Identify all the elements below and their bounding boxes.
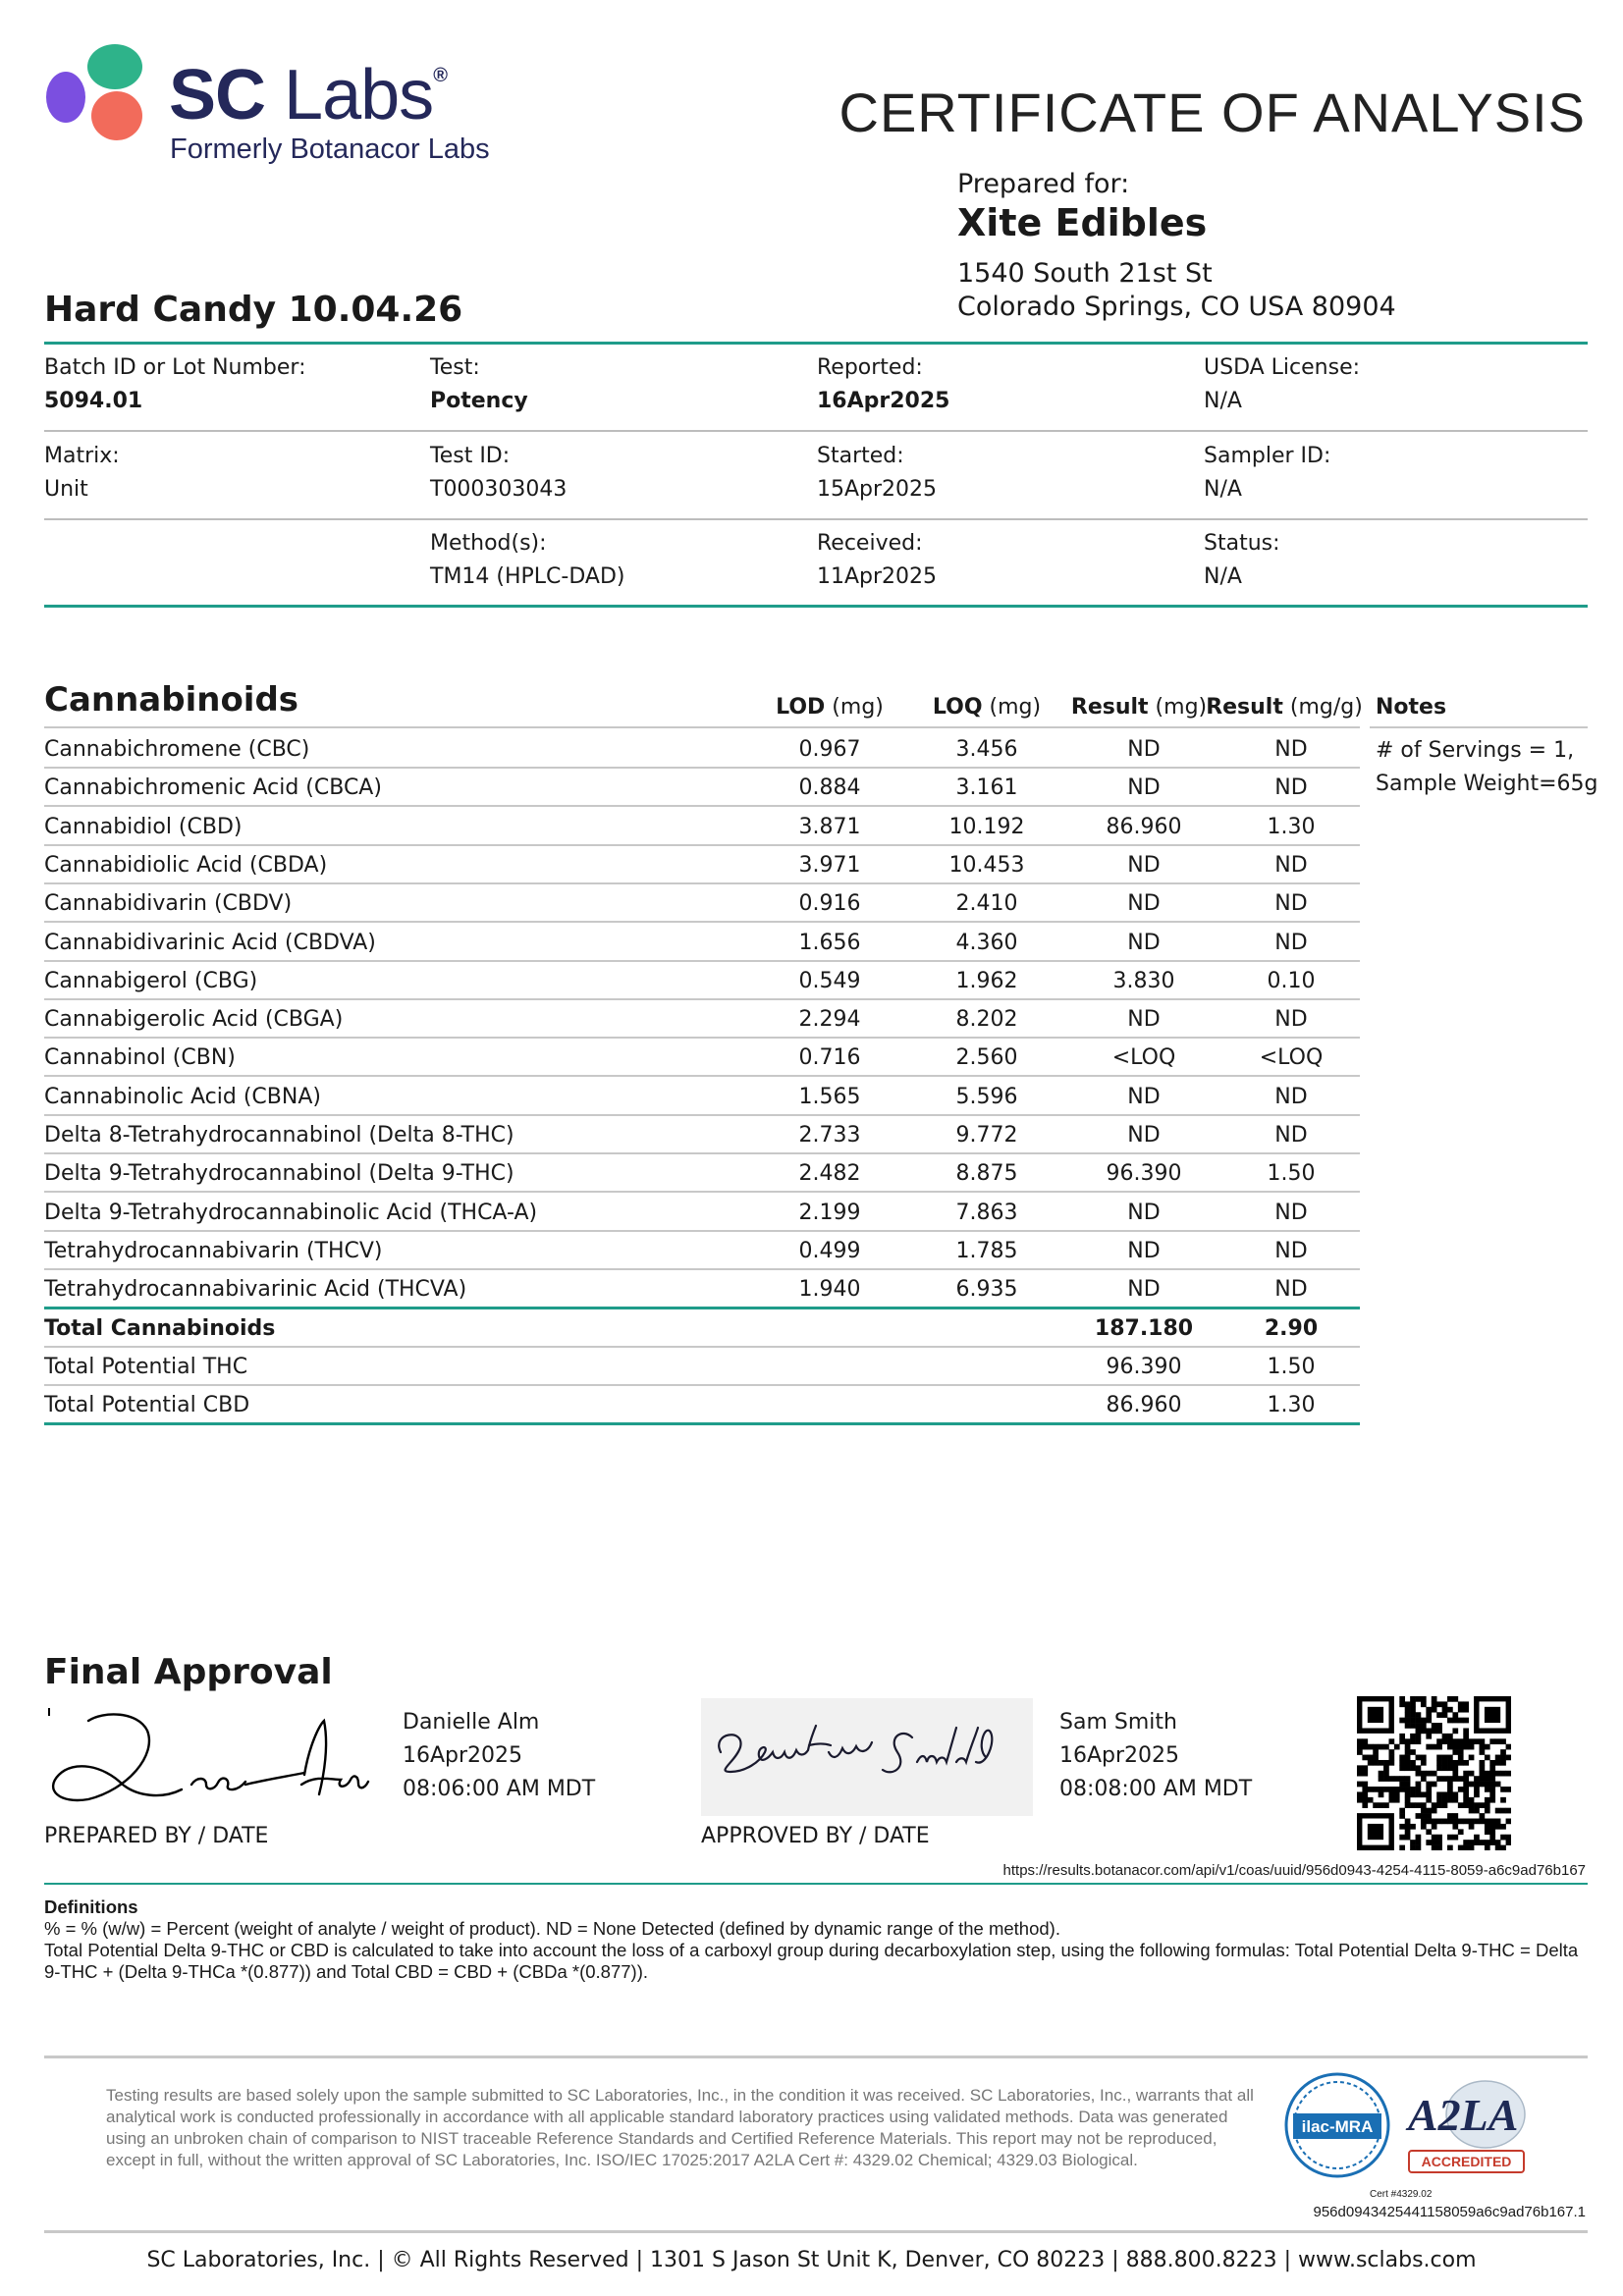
brand-subtitle: Formerly Botanacor Labs bbox=[170, 133, 490, 165]
analyte-name: Cannabichromenic Acid (CBCA) bbox=[44, 775, 382, 801]
result-mgg: 0.10 bbox=[1267, 968, 1316, 993]
loq-value: 8.202 bbox=[955, 1007, 1018, 1033]
report-hash: 956d0943425441158059a6c9ad76b167.1 bbox=[1313, 2204, 1586, 2220]
col-header-notes: Notes bbox=[1376, 695, 1447, 720]
matrix-label: Matrix: bbox=[44, 444, 120, 468]
document-title: CERTIFICATE OF ANALYSIS bbox=[839, 81, 1586, 143]
client-address-line2: Colorado Springs, CO USA 80904 bbox=[957, 292, 1396, 322]
table-row bbox=[44, 882, 1360, 923]
total-mg: 96.390 bbox=[1106, 1354, 1182, 1379]
prepared-for-label: Prepared for: bbox=[957, 169, 1130, 199]
analyte-name: Delta 8-Tetrahydrocannabinol (Delta 8-THC) bbox=[44, 1123, 514, 1148]
result-mgg: ND bbox=[1274, 1238, 1308, 1263]
status-value: N/A bbox=[1204, 564, 1242, 589]
usda-value: N/A bbox=[1204, 389, 1242, 413]
table-row bbox=[44, 960, 1360, 1000]
loq-value: 2.410 bbox=[955, 891, 1018, 917]
result-mgg: ND bbox=[1274, 737, 1308, 762]
result-mg: 96.390 bbox=[1106, 1161, 1182, 1187]
lod-value: 3.971 bbox=[798, 852, 861, 878]
result-mg: ND bbox=[1127, 930, 1161, 955]
batch-label: Batch ID or Lot Number: bbox=[44, 355, 306, 380]
analyte-name: Cannabidiolic Acid (CBDA) bbox=[44, 852, 328, 878]
table-row bbox=[44, 1268, 1360, 1309]
table-row bbox=[44, 767, 1360, 807]
approver-date: 16Apr2025 bbox=[1059, 1743, 1180, 1768]
divider bbox=[44, 1883, 1588, 1885]
lod-value: 0.549 bbox=[798, 968, 861, 993]
result-mg: ND bbox=[1127, 737, 1161, 762]
definitions-line2: Total Potential Delta 9-THC or CBD is calculated to take into account the loss of a carboxyl group during decarboxylation step, using the following formulas: Total Potential Delta 9-THC = Delta 9-THC + (Delta 9-THCa *(0.877)) and Total CBD = CBD + (CBDa *(0.877)). bbox=[44, 1940, 1579, 1982]
lod-value: 1.656 bbox=[798, 930, 861, 955]
method-value: TM14 (HPLC-DAD) bbox=[430, 564, 625, 589]
loq-value: 6.935 bbox=[955, 1277, 1018, 1303]
lod-value: 0.499 bbox=[798, 1238, 861, 1263]
result-mg: ND bbox=[1127, 1123, 1161, 1148]
client-address-line1: 1540 South 21st St bbox=[957, 258, 1213, 289]
footer: SC Laboratories, Inc. | © All Rights Reserved | 1301 S Jason St Unit K, Denver, CO 80223 | 888.800.8223 | www.sclabs.com bbox=[146, 2248, 1477, 2272]
qr-code[interactable] bbox=[1357, 1696, 1511, 1850]
result-mg: ND bbox=[1127, 1007, 1161, 1033]
approver-signature-box bbox=[701, 1698, 1033, 1816]
preparer-name: Danielle Alm bbox=[403, 1710, 540, 1735]
analyte-name: Delta 9-Tetrahydrocannabinolic Acid (THCA-A) bbox=[44, 1200, 538, 1225]
usda-label: USDA License: bbox=[1204, 355, 1361, 380]
analyte-name: Cannabigerol (CBG) bbox=[44, 968, 258, 993]
analyte-name: Tetrahydrocannabivarinic Acid (THCVA) bbox=[44, 1277, 467, 1303]
total-name: Total Potential THC bbox=[44, 1354, 248, 1379]
result-mg: ND bbox=[1127, 1084, 1161, 1109]
col-header-lod: LOD (mg) bbox=[776, 695, 884, 720]
preparer-time: 08:06:00 AM MDT bbox=[403, 1777, 596, 1801]
table-row bbox=[44, 844, 1360, 884]
analyte-name: Cannabinol (CBN) bbox=[44, 1045, 236, 1071]
lod-value: 2.199 bbox=[798, 1200, 861, 1225]
loq-value: 8.875 bbox=[955, 1161, 1018, 1187]
result-mgg: ND bbox=[1274, 1084, 1308, 1109]
result-mg: ND bbox=[1127, 775, 1161, 801]
method-label: Method(s): bbox=[430, 531, 547, 556]
divider bbox=[1370, 726, 1588, 728]
result-mg: ND bbox=[1127, 1200, 1161, 1225]
lod-value: 3.871 bbox=[798, 814, 861, 839]
loq-value: 10.192 bbox=[948, 814, 1025, 839]
analyte-name: Delta 9-Tetrahydrocannabinol (Delta 9-THC) bbox=[44, 1161, 514, 1187]
loq-value: 5.596 bbox=[955, 1084, 1018, 1109]
sc-labs-logo-mark bbox=[44, 41, 147, 147]
loq-value: 2.560 bbox=[955, 1045, 1018, 1071]
matrix-value: Unit bbox=[44, 477, 88, 502]
product-name: Hard Candy 10.04.26 bbox=[44, 290, 463, 330]
sampler-label: Sampler ID: bbox=[1204, 444, 1331, 468]
total-name: Total Potential CBD bbox=[44, 1393, 250, 1418]
approver-signature bbox=[701, 1698, 1033, 1816]
total-name: Total Cannabinoids bbox=[44, 1315, 276, 1341]
result-mgg: ND bbox=[1274, 775, 1308, 801]
batch-value: 5094.01 bbox=[44, 389, 143, 413]
analyte-name: Tetrahydrocannabivarin (THCV) bbox=[44, 1238, 383, 1263]
loq-value: 3.161 bbox=[955, 775, 1018, 801]
lod-value: 0.967 bbox=[798, 737, 861, 762]
disclaimer-text: Testing results are based solely upon the sample submitted to SC Laboratories, Inc., in the condition it was received. SC Laboratories, Inc., warrants that all analytical work is conducted professionally in accordance with all applicable standard laboratory practices using validated methods. Data was generated using an unbroken chain of comparison to NIST traceable Reference Standards and Certified Reference Materials. This report may not be reproduced, except in full, without the written approval of SC Laboratories, Inc. ISO/IEC 17025:2017 A2LA Cert #: 4329.02 Chemical; 4329.03 Biological. bbox=[106, 2086, 1254, 2169]
loq-value: 7.863 bbox=[955, 1200, 1018, 1225]
lod-value: 0.916 bbox=[798, 891, 861, 917]
test-value: Potency bbox=[430, 389, 528, 413]
status-label: Status: bbox=[1204, 531, 1280, 556]
result-mgg: ND bbox=[1274, 852, 1308, 878]
total-row bbox=[44, 1384, 1360, 1425]
analyte-name: Cannabidiol (CBD) bbox=[44, 814, 243, 839]
table-row bbox=[44, 728, 1360, 769]
table-row bbox=[44, 998, 1360, 1039]
preparer-info bbox=[403, 1706, 595, 1806]
loq-value: 3.456 bbox=[955, 737, 1018, 762]
brand-name: SC Labs® bbox=[169, 56, 447, 134]
preparer-date: 16Apr2025 bbox=[403, 1743, 523, 1768]
total-mgg: 2.90 bbox=[1264, 1315, 1319, 1341]
col-header-loq: LOQ (mg) bbox=[932, 695, 1042, 720]
approver-time: 08:08:00 AM MDT bbox=[1059, 1777, 1253, 1801]
result-mg: ND bbox=[1127, 891, 1161, 917]
loq-value: 1.785 bbox=[955, 1238, 1018, 1263]
table-row bbox=[44, 1192, 1360, 1232]
table-row bbox=[44, 1152, 1360, 1193]
divider bbox=[44, 605, 1588, 608]
approver-name: Sam Smith bbox=[1059, 1710, 1177, 1735]
result-mg: ND bbox=[1127, 852, 1161, 878]
col-header-result-mgg: Result (mg/g) bbox=[1206, 695, 1363, 720]
loq-value: 4.360 bbox=[955, 930, 1018, 955]
table-row bbox=[44, 1037, 1360, 1077]
total-row bbox=[44, 1346, 1360, 1386]
definitions-line1: % = % (w/w) = Percent (weight of analyte / weight of product). ND = None Detected (defined by dynamic range of the method). bbox=[44, 1918, 1060, 1939]
qr-url[interactable]: https://results.botanacor.com/api/v1/coas/uuid/956d0943-4254-4115-8059-a6c9ad76b167 bbox=[1002, 1862, 1586, 1879]
analyte-name: Cannabidivarinic Acid (CBDVA) bbox=[44, 930, 376, 955]
approver-info bbox=[1059, 1706, 1252, 1806]
lod-value: 2.733 bbox=[798, 1123, 861, 1148]
divider bbox=[44, 2056, 1588, 2058]
total-row bbox=[44, 1308, 1360, 1348]
prepared-by-caption: PREPARED BY / DATE bbox=[44, 1824, 269, 1848]
lod-value: 0.884 bbox=[798, 775, 861, 801]
table-row bbox=[44, 1076, 1360, 1116]
result-mg: 3.830 bbox=[1112, 968, 1175, 993]
ilac-mra-logo: ilac-MRA bbox=[1283, 2071, 1391, 2179]
analyte-name: Cannabidivarin (CBDV) bbox=[44, 891, 293, 917]
loq-value: 10.453 bbox=[948, 852, 1025, 878]
divider bbox=[44, 342, 1588, 345]
result-mg: <LOQ bbox=[1111, 1045, 1176, 1071]
notes-text: # of Servings = 1, Sample Weight=65g bbox=[1376, 738, 1598, 796]
table-row bbox=[44, 806, 1360, 846]
total-mgg: 1.50 bbox=[1267, 1354, 1316, 1379]
test-id-value: T000303043 bbox=[430, 477, 568, 502]
result-mg: 86.960 bbox=[1106, 814, 1182, 839]
started-label: Started: bbox=[817, 444, 904, 468]
cert-number: Cert #4329.02 bbox=[1370, 2189, 1433, 2200]
result-mgg: ND bbox=[1274, 891, 1308, 917]
definitions-title: Definitions bbox=[44, 1896, 138, 1917]
client-name: Xite Edibles bbox=[957, 201, 1208, 244]
started-value: 15Apr2025 bbox=[817, 477, 938, 502]
result-mgg: ND bbox=[1274, 1007, 1308, 1033]
result-mgg: <LOQ bbox=[1259, 1045, 1324, 1071]
divider bbox=[44, 430, 1588, 432]
received-value: 11Apr2025 bbox=[817, 564, 938, 589]
analyte-name: Cannabinolic Acid (CBNA) bbox=[44, 1084, 321, 1109]
definitions-block bbox=[44, 1896, 1586, 1983]
result-mg: ND bbox=[1127, 1277, 1161, 1303]
lod-value: 2.294 bbox=[798, 1007, 861, 1033]
divider bbox=[44, 518, 1588, 520]
received-label: Received: bbox=[817, 531, 923, 556]
col-header-result-mg: Result (mg) bbox=[1070, 695, 1208, 720]
result-mgg: ND bbox=[1274, 1277, 1308, 1303]
a2la-logo: A2LA ACCREDITED bbox=[1402, 2079, 1528, 2175]
approved-by-caption: APPROVED BY / DATE bbox=[701, 1824, 930, 1848]
result-mgg: 1.30 bbox=[1267, 814, 1316, 839]
lod-value: 0.716 bbox=[798, 1045, 861, 1071]
cannabinoids-title: Cannabinoids bbox=[44, 680, 299, 720]
reported-label: Reported: bbox=[817, 355, 923, 380]
result-mgg: ND bbox=[1274, 1200, 1308, 1225]
test-id-label: Test ID: bbox=[430, 444, 511, 468]
divider bbox=[44, 2230, 1588, 2233]
total-mgg: 1.30 bbox=[1267, 1393, 1316, 1418]
table-row bbox=[44, 922, 1360, 962]
result-mgg: 1.50 bbox=[1267, 1161, 1316, 1187]
analyte-name: Cannabichromene (CBC) bbox=[44, 737, 310, 762]
final-approval-title: Final Approval bbox=[44, 1652, 333, 1692]
reported-value: 16Apr2025 bbox=[817, 389, 950, 413]
sampler-value: N/A bbox=[1204, 477, 1242, 502]
loq-value: 9.772 bbox=[955, 1123, 1018, 1148]
lod-value: 2.482 bbox=[798, 1161, 861, 1187]
result-mgg: ND bbox=[1274, 1123, 1308, 1148]
lod-value: 1.940 bbox=[798, 1277, 861, 1303]
result-mgg: ND bbox=[1274, 930, 1308, 955]
result-mg: ND bbox=[1127, 1238, 1161, 1263]
loq-value: 1.962 bbox=[955, 968, 1018, 993]
total-mg: 187.180 bbox=[1094, 1315, 1194, 1341]
preparer-signature bbox=[44, 1706, 373, 1819]
table-row bbox=[44, 1230, 1360, 1270]
total-mg: 86.960 bbox=[1106, 1393, 1182, 1418]
test-label: Test: bbox=[430, 355, 480, 380]
analyte-name: Cannabigerolic Acid (CBGA) bbox=[44, 1007, 344, 1033]
table-row bbox=[44, 1114, 1360, 1154]
lod-value: 1.565 bbox=[798, 1084, 861, 1109]
